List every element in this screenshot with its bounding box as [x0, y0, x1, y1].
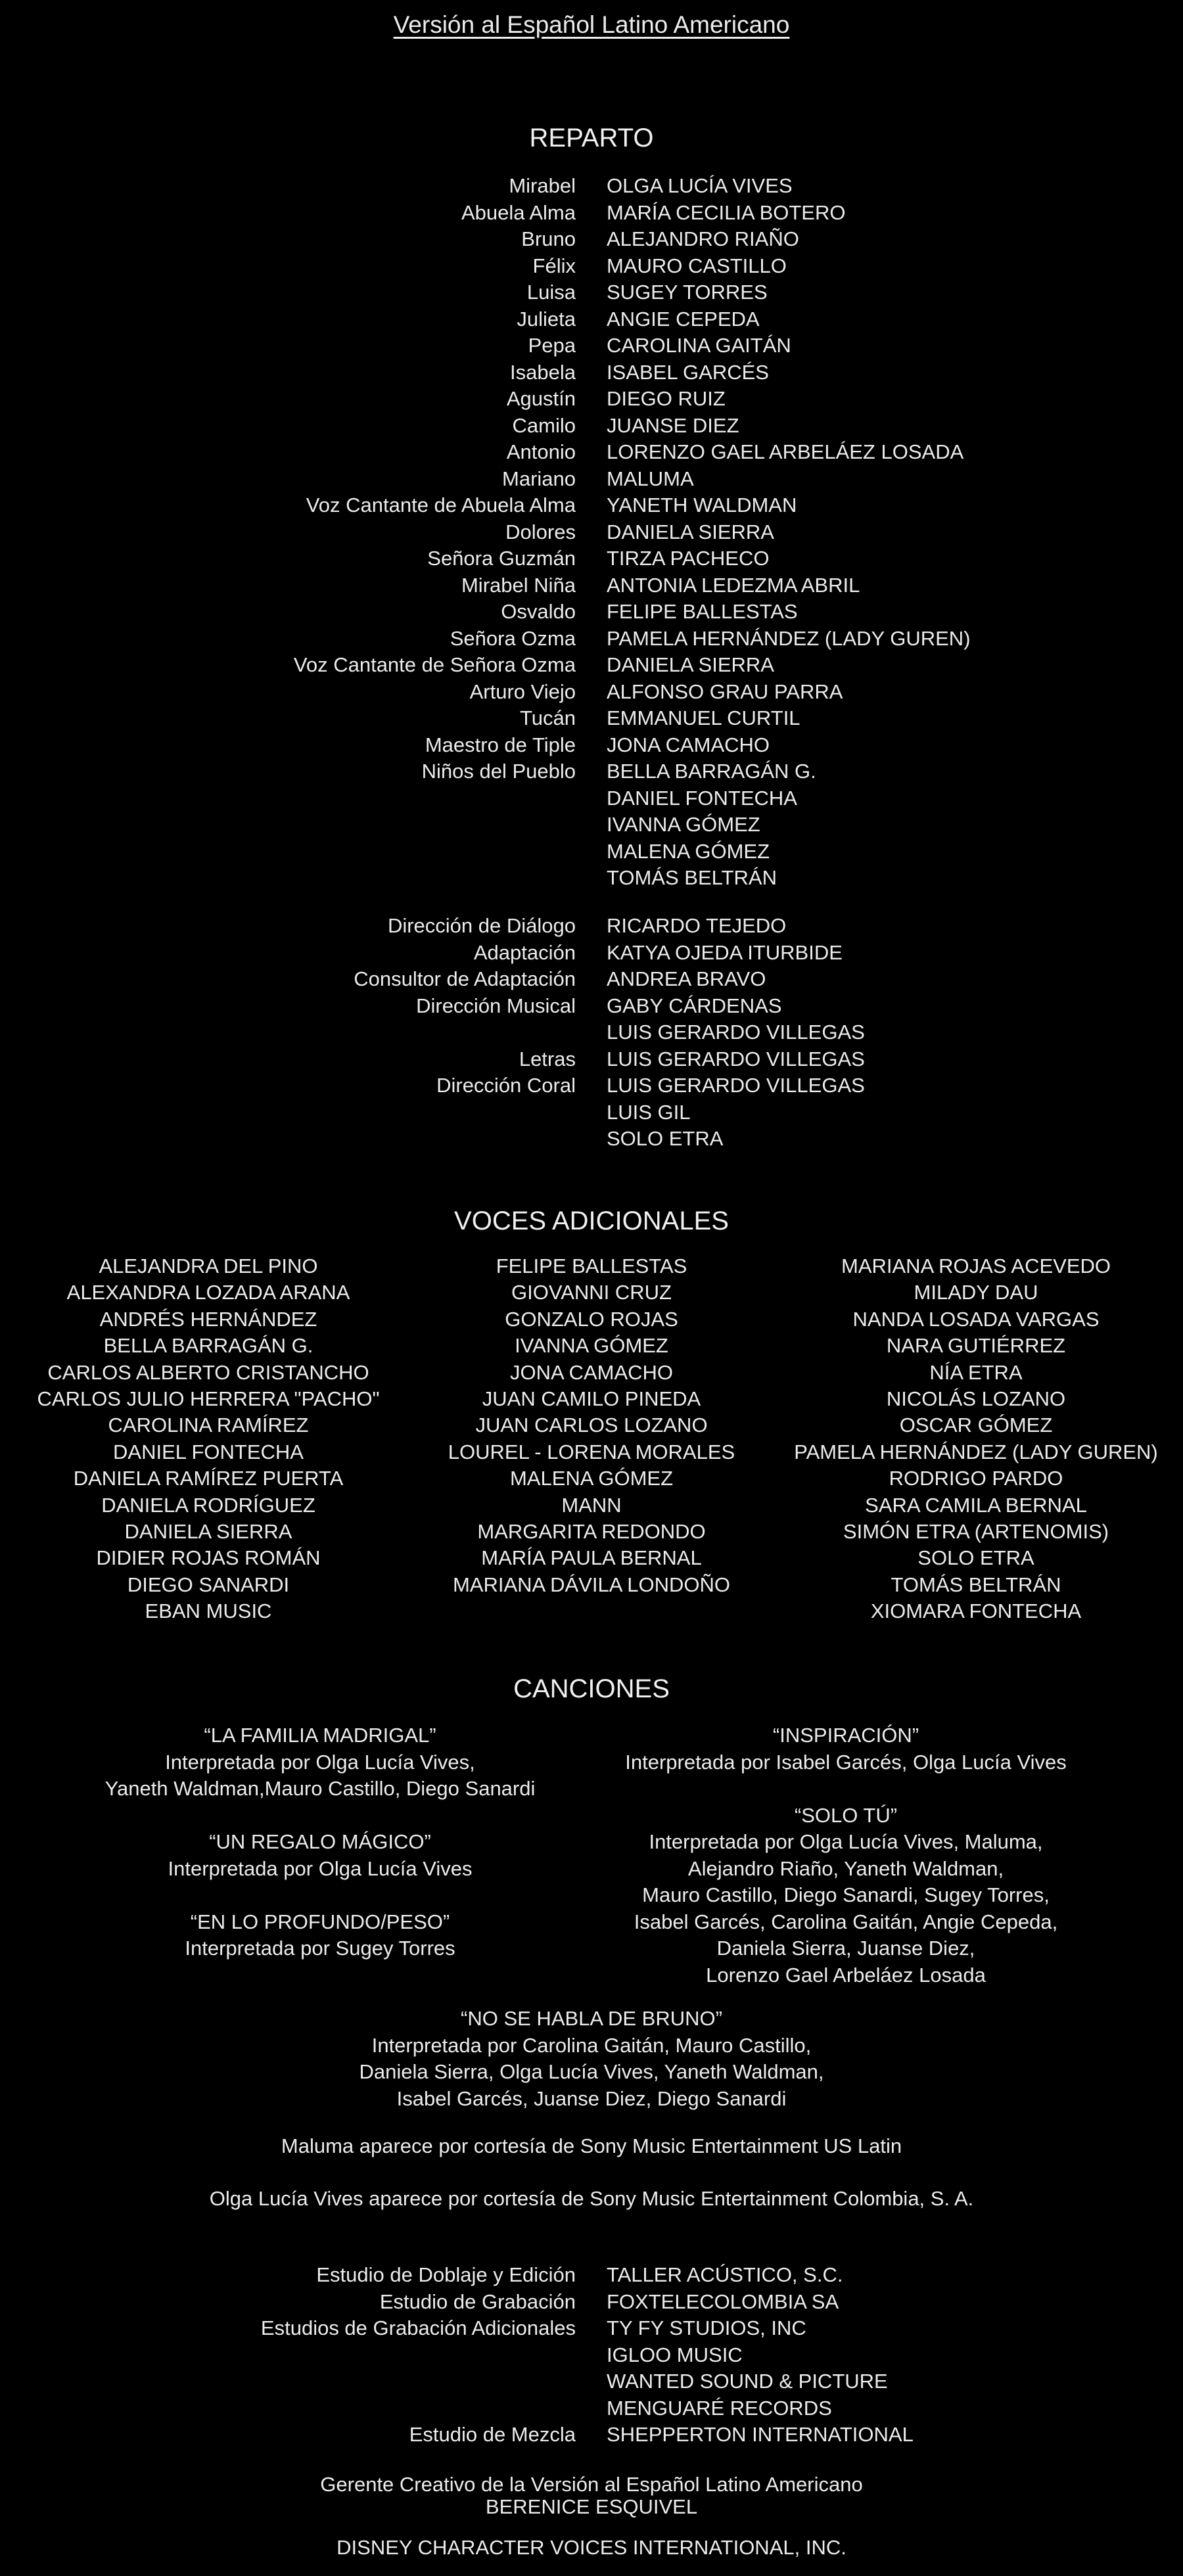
gerente-name: BERENICE ESQUIVEL	[485, 2495, 698, 2518]
person-name: SOLO ETRA	[607, 1127, 724, 1150]
reparto-row	[0, 652, 1183, 678]
song-line: Interpretada por Sugey Torres	[185, 1937, 455, 1960]
voice-name: JUAN CAMILO PINEDA	[482, 1387, 701, 1411]
page-title: Versión al Español Latino Americano	[393, 11, 790, 38]
role-label: Dirección Coral	[436, 1074, 576, 1097]
voice-name: DANIELA RAMÍREZ PUERTA	[73, 1467, 344, 1490]
reparto-row	[0, 466, 1183, 492]
role-label: Señora Guzmán	[427, 547, 576, 570]
studio-row	[0, 2289, 1183, 2315]
role-label: Mariano	[502, 467, 576, 490]
credit-row	[0, 993, 1183, 1019]
studio-row	[0, 2368, 1183, 2395]
role-label: Estudio de Doblaje y Edición	[316, 2263, 576, 2286]
voice-name: TOMÁS BELTRÁN	[891, 1573, 1061, 1596]
reparto-row	[0, 492, 1183, 518]
person-name: EMMANUEL CURTIL	[607, 706, 800, 729]
role-label: Mirabel	[509, 174, 576, 197]
reparto-row	[0, 253, 1183, 279]
spacer	[57, 1803, 583, 1829]
canciones-center	[0, 2006, 1183, 2112]
song-line: Mauro Castillo, Diego Sanardi, Sugey Torres,	[642, 1883, 1050, 1906]
credit-row	[0, 966, 1183, 992]
voice-name: ALEJANDRA DEL PINO	[99, 1254, 318, 1277]
reparto-row	[0, 865, 1183, 891]
song-line: “EN LO PROFUNDO/PESO”	[190, 1910, 450, 1933]
role-label: Letras	[519, 1047, 576, 1070]
voice-name: SOLO ETRA	[917, 1546, 1034, 1570]
reparto-row	[0, 333, 1183, 359]
person-name: GABY CÁRDENAS	[607, 994, 782, 1017]
person-name: LUIS GIL	[607, 1100, 691, 1124]
credit-row	[0, 1072, 1183, 1099]
voice-name: NARA GUTIÉRREZ	[886, 1334, 1066, 1358]
reparto-row	[0, 785, 1183, 812]
person-name: PAMELA HERNÁNDEZ (LADY GUREN)	[607, 626, 971, 650]
person-name: BELLA BARRAGÁN G.	[607, 760, 816, 783]
canciones-left	[57, 1722, 583, 1962]
voice-name: MILADY DAU	[914, 1281, 1038, 1304]
voice-name: DANIELA RODRÍGUEZ	[101, 1493, 315, 1517]
role-label: Félix	[532, 254, 576, 277]
credit-row	[0, 1126, 1183, 1152]
person-name: SUGEY TORRES	[607, 281, 768, 304]
reparto-row	[0, 839, 1183, 865]
role-label: Camilo	[512, 413, 576, 437]
song-line: Isabel Garcés, Juanse Diez, Diego Sanardi	[396, 2086, 787, 2110]
person-name: LUIS GERARDO VILLEGAS	[607, 1021, 865, 1044]
voice-name: MANN	[561, 1493, 622, 1517]
song-line: Yaneth Waldman,Mauro Castillo, Diego Sanardi	[104, 1777, 536, 1800]
reparto-row	[0, 679, 1183, 705]
role-label: Dirección de Diálogo	[387, 914, 576, 937]
voice-name: DANIELA SIERRA	[124, 1520, 292, 1544]
studio-row	[0, 2422, 1183, 2448]
person-name: WANTED SOUND & PICTURE	[607, 2370, 888, 2393]
voice-name: NICOLÁS LOZANO	[886, 1387, 1066, 1411]
voice-name: BELLA BARRAGÁN G.	[103, 1334, 313, 1358]
studio-row	[0, 2315, 1183, 2341]
person-name: ALFONSO GRAU PARRA	[607, 679, 843, 703]
person-name: JUANSE DIEZ	[607, 413, 739, 437]
person-name: TIRZA PACHECO	[607, 547, 770, 570]
reparto-row	[0, 386, 1183, 412]
role-label: Estudio de Grabación	[379, 2289, 576, 2313]
canciones-right	[583, 1722, 1109, 1989]
voice-name: DIEGO SANARDI	[127, 1573, 290, 1596]
role-label: Osvaldo	[501, 600, 576, 623]
voice-name: MALENA GÓMEZ	[509, 1467, 674, 1490]
spacer	[583, 1776, 1109, 1803]
person-name: ANTONIA LEDEZMA ABRIL	[607, 573, 860, 597]
person-name: DANIELA SIERRA	[607, 520, 774, 543]
voice-name: CARLOS ALBERTO CRISTANCHO	[47, 1360, 369, 1384]
reparto-row	[0, 200, 1183, 226]
voice-name: XIOMARA FONTECHA	[870, 1599, 1082, 1623]
song-line: Interpretada por Olga Lucía Vives, Maluma,	[649, 1830, 1043, 1853]
song-line: “INSPIRACIÓN”	[772, 1724, 919, 1747]
voice-name: CAROLINA RAMÍREZ	[108, 1414, 309, 1437]
person-name: ANDREA BRAVO	[607, 967, 766, 990]
credit-row	[0, 1019, 1183, 1046]
song-line: “SOLO TÚ”	[794, 1803, 898, 1827]
voice-name: MARGARITA REDONDO	[477, 1520, 706, 1544]
reparto-row	[0, 705, 1183, 731]
reparto-row	[0, 758, 1183, 785]
voice-name: ALEXANDRA LOZADA ARANA	[66, 1281, 350, 1304]
person-name: MARÍA CECILIA BOTERO	[607, 200, 846, 224]
voice-name: SARA CAMILA BERNAL	[865, 1493, 1087, 1517]
person-name: TOMÁS BELTRÁN	[607, 866, 777, 889]
person-name: YANETH WALDMAN	[607, 494, 797, 517]
reparto-row	[0, 413, 1183, 439]
role-label: Niños del Pueblo	[421, 760, 576, 783]
reparto-row	[0, 626, 1183, 652]
person-name: MALENA GÓMEZ	[607, 839, 770, 863]
reparto-row	[0, 812, 1183, 838]
reparto-row	[0, 173, 1183, 199]
role-label: Mirabel Niña	[461, 573, 576, 597]
voice-name: PAMELA HERNÁNDEZ (LADY GUREN)	[794, 1440, 1158, 1463]
song-line: “NO SE HABLA DE BRUNO”	[461, 2007, 722, 2030]
role-label: Arturo Viejo	[469, 679, 576, 703]
voice-name: GONZALO ROJAS	[505, 1307, 678, 1331]
role-label: Pepa	[528, 334, 576, 357]
song-line: Daniela Sierra, Olga Lucía Vives, Yaneth Waldman,	[359, 2060, 824, 2083]
song-line: Interpretada por Carolina Gaitán, Mauro Castillo,	[371, 2033, 812, 2057]
role-label: Julieta	[517, 307, 576, 331]
credit-row	[0, 913, 1183, 939]
person-name: IGLOO MUSIC	[607, 2343, 743, 2366]
voice-name: CARLOS JULIO HERRERA "PACHO"	[37, 1387, 380, 1411]
reparto-row	[0, 226, 1183, 252]
canciones-title: CANCIONES	[513, 1674, 670, 1703]
voice-name: LOUREL - LORENA MORALES	[448, 1440, 735, 1463]
song-line: Interpretada por Olga Lucía Vives	[168, 1856, 473, 1880]
person-name: ANGIE CEPEDA	[607, 307, 760, 331]
person-name: RICARDO TEJEDO	[607, 914, 787, 937]
role-label: Voz Cantante de Abuela Alma	[306, 494, 576, 517]
voice-name: OSCAR GÓMEZ	[899, 1414, 1053, 1437]
cortesia-note-1: Maluma aparece por cortesía de Sony Music Entertainment US Latin	[281, 2134, 902, 2157]
voice-name: NANDA LOSADA VARGAS	[852, 1307, 1100, 1331]
role-label: Voz Cantante de Señora Ozma	[293, 653, 576, 676]
song-line: Isabel Garcés, Carolina Gaitán, Angie Cepeda,	[634, 1910, 1058, 1933]
person-name: DIEGO RUIZ	[607, 387, 726, 410]
person-name: TY FY STUDIOS, INC	[607, 2316, 806, 2339]
person-name: TALLER ACÚSTICO, S.C.	[607, 2263, 843, 2286]
song-line: Lorenzo Gael Arbeláez Losada	[706, 1963, 986, 1987]
person-name: DANIEL FONTECHA	[607, 786, 797, 810]
gerente-role: Gerente Creativo de la Versión al Español Latino Americano	[320, 2473, 863, 2496]
reparto-row	[0, 279, 1183, 306]
voice-name: MARIANA DÁVILA LONDOÑO	[452, 1573, 731, 1596]
person-name: LUIS GERARDO VILLEGAS	[607, 1047, 865, 1070]
person-name: IVANNA GÓMEZ	[607, 813, 760, 836]
role-label: Tucán	[519, 706, 576, 729]
song-line: Alejandro Riaño, Yaneth Waldman,	[687, 1856, 1004, 1880]
voice-name: DIDIER ROJAS ROMÁN	[96, 1546, 321, 1570]
song-line: “LA FAMILIA MADRIGAL”	[204, 1724, 436, 1747]
credit-row	[0, 940, 1183, 966]
reparto-row	[0, 545, 1183, 572]
role-label: Antonio	[506, 440, 576, 463]
studio-row	[0, 2262, 1183, 2288]
reparto-row	[0, 439, 1183, 465]
role-label: Señora Ozma	[450, 626, 576, 650]
company-credit: DISNEY CHARACTER VOICES INTERNATIONAL, INC.	[336, 2536, 847, 2559]
role-label: Estudio de Mezcla	[409, 2423, 576, 2446]
role-label: Dirección Musical	[416, 994, 576, 1017]
song-line: Daniela Sierra, Juanse Diez,	[716, 1937, 975, 1960]
reparto-row	[0, 306, 1183, 333]
voice-name: JONA CAMACHO	[509, 1360, 674, 1384]
reparto-row	[0, 359, 1183, 386]
voice-name: DANIEL FONTECHA	[113, 1440, 304, 1463]
role-label: Dolores	[505, 520, 576, 543]
song-line: Interpretada por Olga Lucía Vives,	[165, 1750, 475, 1774]
person-name: LORENZO GAEL ARBELÁEZ LOSADA	[607, 440, 964, 463]
voces-title: VOCES ADICIONALES	[454, 1207, 729, 1235]
voice-name: IVANNA GÓMEZ	[515, 1334, 668, 1358]
voces-column-3	[779, 1253, 1173, 1625]
credit-row	[0, 1099, 1183, 1126]
person-name: MENGUARÉ RECORDS	[607, 2396, 832, 2420]
voice-name: MARÍA PAULA BERNAL	[481, 1546, 702, 1570]
studio-row	[0, 2342, 1183, 2368]
person-name: MALUMA	[607, 467, 694, 490]
voces-column-2	[394, 1253, 789, 1598]
voice-name: RODRIGO PARDO	[889, 1467, 1063, 1490]
credit-row	[0, 1046, 1183, 1072]
person-name: CAROLINA GAITÁN	[607, 334, 791, 357]
spacer	[57, 1882, 583, 1909]
voces-column-1	[11, 1253, 406, 1625]
role-label: Adaptación	[473, 940, 576, 964]
reparto-row	[0, 732, 1183, 758]
voice-name: EBAN MUSIC	[145, 1599, 272, 1623]
role-label: Abuela Alma	[461, 200, 576, 224]
role-label: Estudios de Grabación Adicionales	[260, 2316, 576, 2339]
person-name: JONA CAMACHO	[607, 733, 770, 756]
person-name: OLGA LUCÍA VIVES	[607, 174, 793, 197]
voice-name: GIOVANNI CRUZ	[511, 1281, 672, 1304]
reparto-title: REPARTO	[529, 124, 654, 152]
voice-name: FELIPE BALLESTAS	[496, 1254, 687, 1277]
reparto-row	[0, 519, 1183, 545]
reparto-row	[0, 572, 1183, 599]
role-label: Consultor de Adaptación	[354, 967, 576, 990]
role-label: Luisa	[526, 281, 576, 304]
voice-name: JUAN CARLOS LOZANO	[475, 1414, 708, 1437]
person-name: MAURO CASTILLO	[607, 254, 787, 277]
song-line: “UN REGALO MÁGICO”	[209, 1830, 431, 1853]
voice-name: MARIANA ROJAS ACEVEDO	[841, 1254, 1111, 1277]
person-name: ALEJANDRO RIAÑO	[607, 227, 799, 250]
person-name: LUIS GERARDO VILLEGAS	[607, 1074, 865, 1097]
voice-name: ANDRÉS HERNÁNDEZ	[99, 1307, 317, 1331]
person-name: FOXTELECOLOMBIA SA	[607, 2289, 839, 2313]
cortesia-note-2: Olga Lucía Vives aparece por cortesía de Sony Music Entertainment Colombia, S. A.	[209, 2187, 974, 2210]
studio-row	[0, 2395, 1183, 2422]
person-name: KATYA OJEDA ITURBIDE	[607, 940, 843, 964]
voice-name: SIMÓN ETRA (ARTENOMIS)	[843, 1520, 1109, 1544]
person-name: DANIELA SIERRA	[607, 653, 774, 676]
person-name: SHEPPERTON INTERNATIONAL	[607, 2423, 914, 2446]
role-label: Isabela	[510, 360, 576, 384]
voice-name: NÍA ETRA	[929, 1360, 1023, 1384]
song-line: Interpretada por Isabel Garcés, Olga Lucía Vives	[625, 1750, 1067, 1774]
person-name: FELIPE BALLESTAS	[607, 600, 798, 623]
role-label: Agustín	[506, 387, 576, 410]
person-name: ISABEL GARCÉS	[607, 360, 769, 384]
role-label: Bruno	[521, 227, 576, 250]
reparto-row	[0, 599, 1183, 625]
role-label: Maestro de Tiple	[425, 733, 576, 756]
